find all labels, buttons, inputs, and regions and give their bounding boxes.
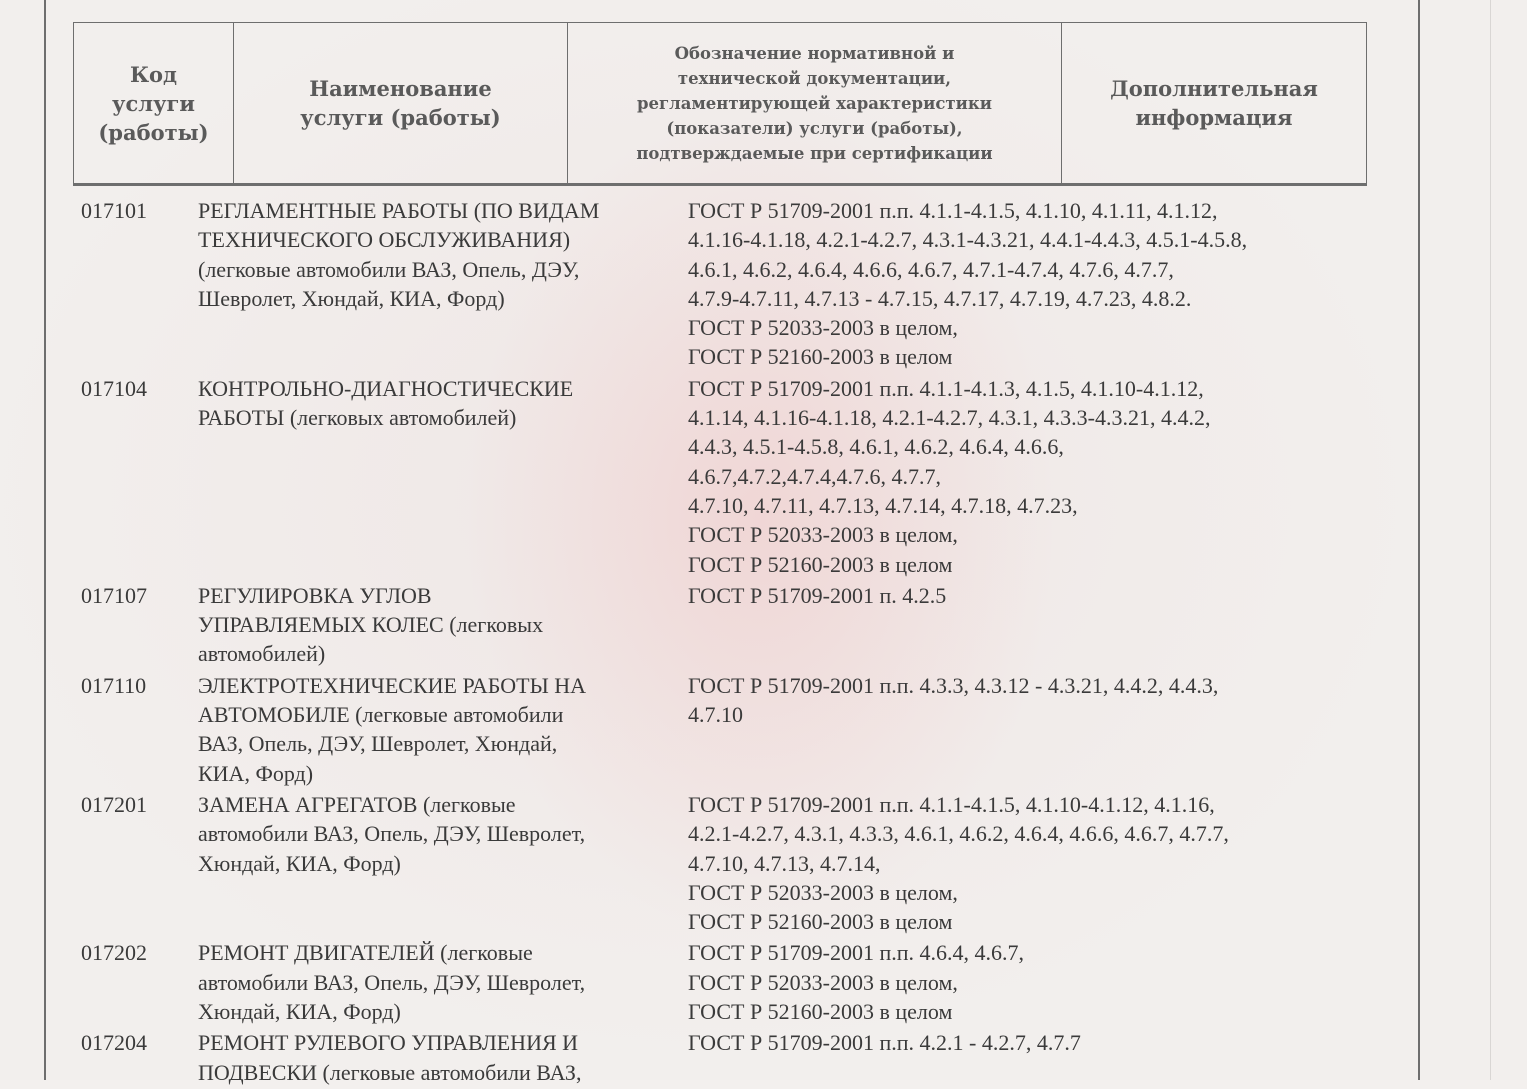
row-name-rest: (легковые автомобили ВАЗ, Опель, ДЭУ, Шевролет, Хюндай, КИА, Форд)	[198, 702, 564, 786]
row-name-caps: КОНТРОЛЬНО-ДИАГНОСТИЧЕСКИЕ РАБОТЫ	[198, 375, 574, 431]
row-code: 017202	[81, 940, 147, 966]
table-row	[73, 196, 1367, 372]
row-name-caps: РЕГЛАМЕНТНЫЕ РАБОТЫ (ПО ВИДАМ ТЕХНИЧЕСКОГО ОБСЛУЖИВАНИЯ)	[198, 198, 600, 253]
header-info-label: Дополнительная информация	[1110, 76, 1318, 130]
row-name-rest: (легковые автомобили ВАЗ, Опель, ДЭУ, Шевролет, Хюндай, КИА, Форд)	[198, 256, 580, 311]
row-name-caps: ЭЛЕКТРОТЕХНИЧЕСКИЕ РАБОТЫ НА АВТОМОБИЛЕ	[198, 672, 587, 728]
row-name-rest: (легковые автомобили ВАЗ,	[317, 1059, 582, 1085]
header-docs	[568, 23, 1062, 183]
row-name	[198, 790, 688, 936]
row-name-caps: РЕГУЛИРОВКА УГЛОВ УПРАВЛЯЕМЫХ КОЛЕС	[198, 582, 444, 638]
header-code	[74, 23, 234, 183]
row-name	[198, 671, 688, 788]
row-name	[198, 374, 688, 579]
row-code: 017204	[81, 1030, 147, 1056]
row-name-caps: ЗАМЕНА АГРЕГАТОВ	[198, 791, 418, 817]
row-name	[198, 196, 688, 372]
table-header	[73, 22, 1367, 184]
frame-border-right-outer	[1490, 0, 1491, 1080]
header-name	[234, 23, 568, 183]
row-docs: ГОСТ Р 51709-2001 п.п. 4.2.1 - 4.2.7, 4.7.7	[688, 1030, 1081, 1056]
row-name	[198, 581, 688, 669]
header-docs-label: Обозначение нормативной и технической документации, регламентирующей характеристики (показатели) услуги (работы), подтверждаемые при сертификации	[636, 43, 993, 163]
table-row	[73, 938, 1367, 1026]
row-docs: ГОСТ Р 51709-2001 п.п. 4.3.3, 4.3.12 - 4.3.21, 4.4.2, 4.4.3, 4.7.10	[688, 672, 1219, 728]
row-name	[198, 1028, 688, 1087]
row-name-rest: (легковых автомобилей)	[284, 405, 517, 431]
row-docs: ГОСТ Р 51709-2001 п.п. 4.6.4, 4.6.7, ГОСТ Р 52033-2003 в целом, ГОСТ Р 52160-2003 в целом	[688, 940, 1025, 1025]
row-code: 017201	[81, 791, 147, 817]
row-code: 017101	[81, 198, 147, 223]
row-code: 017104	[81, 375, 147, 401]
table-row	[73, 671, 1367, 788]
row-name-caps: РЕМОНТ РУЛЕВОГО УПРАВЛЕНИЯ И ПОДВЕСКИ	[198, 1030, 579, 1085]
table-body	[73, 196, 1367, 1089]
row-name-rest: (легковые автомобили ВАЗ, Опель, ДЭУ, Шевролет, Хюндай, КИА, Форд)	[198, 791, 586, 876]
row-docs: ГОСТ Р 51709-2001 п. 4.2.5	[688, 582, 947, 608]
row-name-caps: РЕМОНТ ДВИГАТЕЛЕЙ	[198, 940, 435, 966]
row-docs: ГОСТ Р 51709-2001 п.п. 4.1.1-4.1.3, 4.1.5, 4.1.10-4.1.12, 4.1.14, 4.1.16-4.1.18, 4.2.1-4.2.7, 4.3.1, 4.3.3-4.3.21, 4.4.2, 4.4.3, 4.5.1-4.5.8, 4.6.1, 4.6.2, 4.6.4, 4.6.6, 4.6.7,4.7.2,4.7.4,4.7.6, 4.7.7, 4.7.10, 4.7.11, 4.7.13, 4.7.14, 4.7.18, 4.7.23, ГОСТ Р 52033-2003 в целом, ГОСТ Р 52160-2003 в целом	[688, 375, 1211, 577]
header-name-label: Наименование услуги (работы)	[300, 76, 501, 130]
table-row	[73, 374, 1367, 579]
table-row	[73, 581, 1367, 669]
frame-border-right	[1418, 0, 1420, 1080]
row-code: 017107	[81, 582, 147, 608]
row-docs: ГОСТ Р 51709-2001 п.п. 4.1.1-4.1.5, 4.1.10-4.1.12, 4.1.16, 4.2.1-4.2.7, 4.3.1, 4.3.3, 4.6.1, 4.6.2, 4.6.4, 4.6.6, 4.6.7, 4.7.7, 4.7.10, 4.7.13, 4.7.14, ГОСТ Р 52033-2003 в целом, ГОСТ Р 52160-2003 в целом	[688, 791, 1229, 935]
header-code-label: Код услуги (работы)	[98, 61, 209, 145]
header-bottom-rule	[73, 184, 1367, 186]
header-info	[1062, 23, 1366, 183]
row-docs: ГОСТ Р 51709-2001 п.п. 4.1.1-4.1.5, 4.1.10, 4.1.11, 4.1.12, 4.1.16-4.1.18, 4.2.1-4.2.7, 4.3.1-4.3.21, 4.4.1-4.4.3, 4.5.1-4.5.8, 4.6.1, 4.6.2, 4.6.4, 4.6.6, 4.6.7, 4.7.1-4.7.4, 4.7.6, 4.7.7, 4.7.9-4.7.11, 4.7.13 - 4.7.15, 4.7.17, 4.7.19, 4.7.23, 4.8.2. ГОСТ Р 52033-2003 в целом, ГОСТ Р 52160-2003 в целом	[688, 198, 1248, 370]
row-name-rest: (легковых автомобилей)	[198, 612, 544, 667]
table-row	[73, 790, 1367, 936]
row-name-rest: (легковые автомобили ВАЗ, Опель, ДЭУ, Шевролет, Хюндай, КИА, Форд)	[198, 940, 586, 1025]
row-name	[198, 938, 688, 1026]
table-row	[73, 1028, 1367, 1087]
frame-border-left	[44, 0, 46, 1080]
row-code: 017110	[81, 672, 147, 698]
